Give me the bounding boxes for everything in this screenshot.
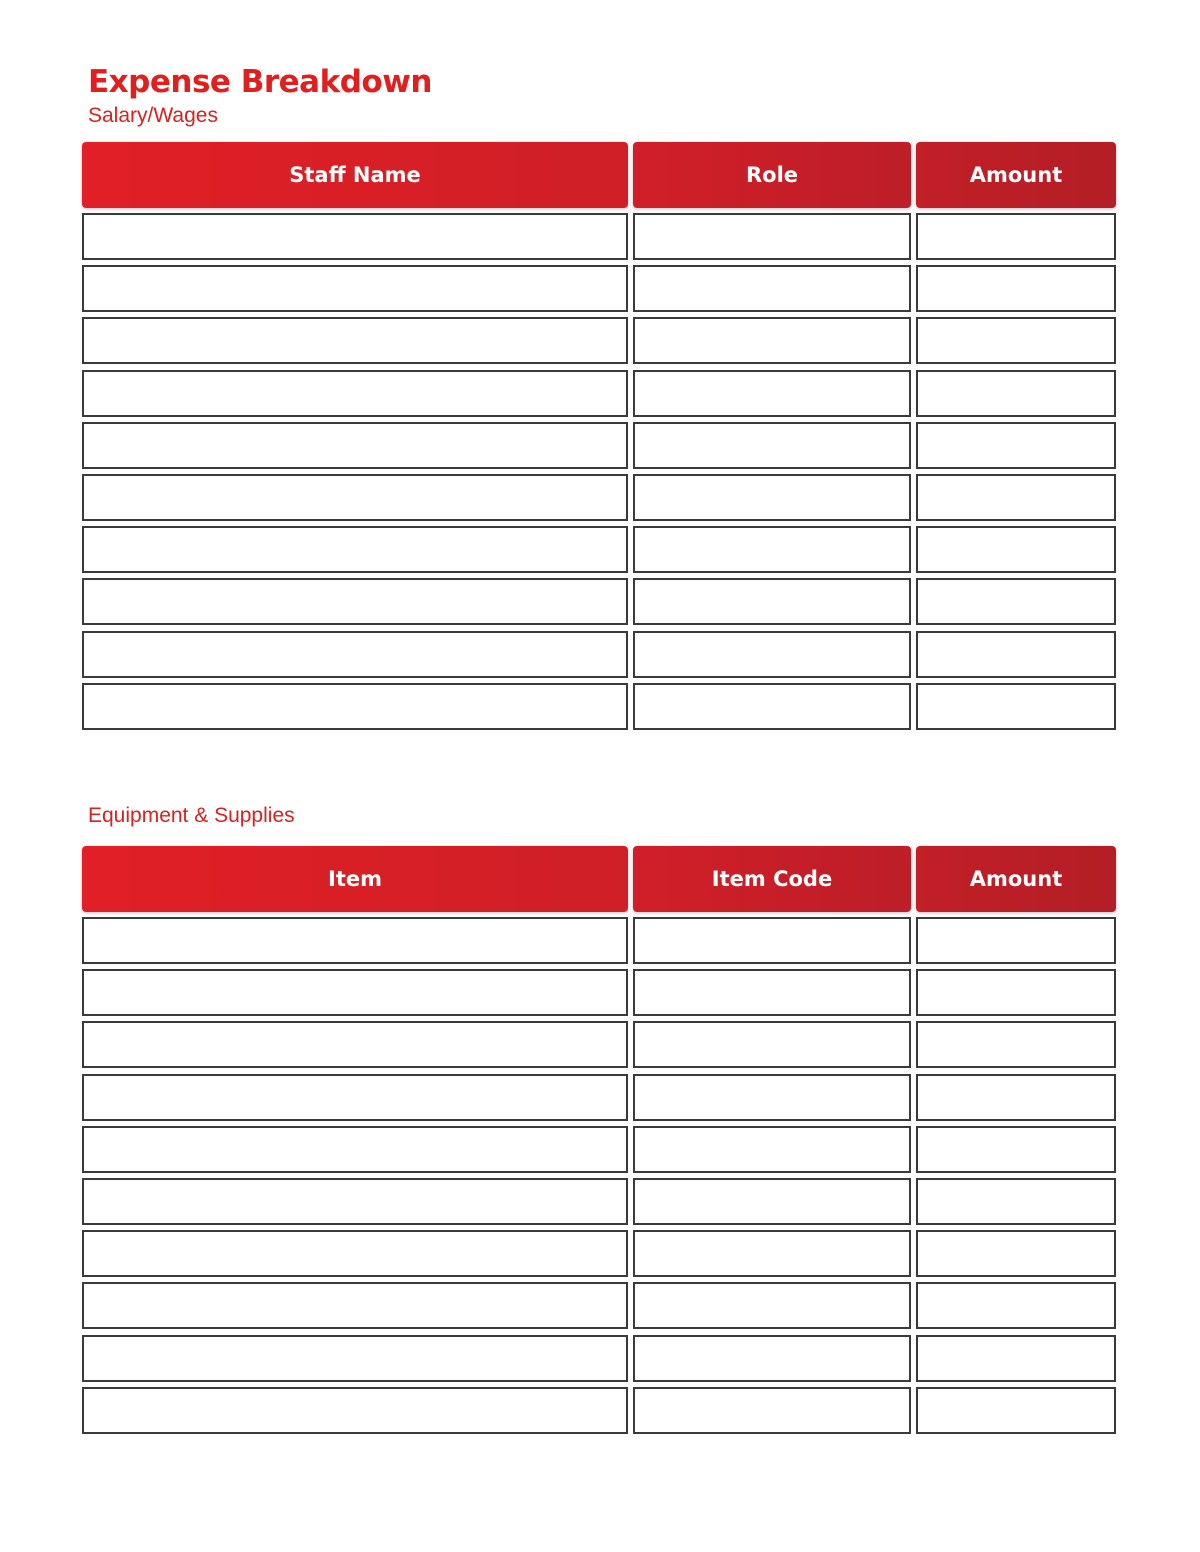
item-code-cell[interactable] xyxy=(633,969,911,1016)
item-cell[interactable] xyxy=(82,1074,628,1121)
staff-name-cell[interactable] xyxy=(82,683,628,730)
item-code-cell[interactable] xyxy=(633,1074,911,1121)
amount-cell[interactable] xyxy=(916,631,1116,678)
item-cell[interactable] xyxy=(82,1178,628,1225)
role-cell[interactable] xyxy=(633,474,911,521)
role-cell[interactable] xyxy=(633,370,911,417)
column-header-item: Item xyxy=(82,846,628,912)
staff-name-cell[interactable] xyxy=(82,265,628,312)
column-header-role: Role xyxy=(633,142,911,208)
column-header-amount: Amount xyxy=(916,846,1116,912)
item-cell[interactable] xyxy=(82,1126,628,1173)
item-code-cell[interactable] xyxy=(633,1230,911,1277)
amount-cell[interactable] xyxy=(916,1178,1116,1225)
role-cell[interactable] xyxy=(633,317,911,364)
amount-cell[interactable] xyxy=(916,265,1116,312)
amount-cell[interactable] xyxy=(916,474,1116,521)
amount-cell[interactable] xyxy=(916,1335,1116,1382)
item-cell[interactable] xyxy=(82,1335,628,1382)
role-cell[interactable] xyxy=(633,683,911,730)
item-code-cell[interactable] xyxy=(633,1126,911,1173)
amount-cell[interactable] xyxy=(916,917,1116,964)
amount-cell[interactable] xyxy=(916,317,1116,364)
item-code-cell[interactable] xyxy=(633,1021,911,1068)
staff-name-cell[interactable] xyxy=(82,526,628,573)
role-cell[interactable] xyxy=(633,526,911,573)
amount-cell[interactable] xyxy=(916,578,1116,625)
amount-cell[interactable] xyxy=(916,683,1116,730)
item-cell[interactable] xyxy=(82,1282,628,1329)
column-header-staff-name: Staff Name xyxy=(82,142,628,208)
amount-cell[interactable] xyxy=(916,1230,1116,1277)
amount-cell[interactable] xyxy=(916,1387,1116,1434)
role-cell[interactable] xyxy=(633,265,911,312)
equipment-section-label: Equipment & Supplies xyxy=(88,804,295,827)
amount-cell[interactable] xyxy=(916,1021,1116,1068)
item-code-cell[interactable] xyxy=(633,1178,911,1225)
staff-name-cell[interactable] xyxy=(82,317,628,364)
item-code-cell[interactable] xyxy=(633,1282,911,1329)
item-cell[interactable] xyxy=(82,1230,628,1277)
item-code-cell[interactable] xyxy=(633,1387,911,1434)
amount-cell[interactable] xyxy=(916,1282,1116,1329)
staff-name-cell[interactable] xyxy=(82,370,628,417)
staff-name-cell[interactable] xyxy=(82,578,628,625)
role-cell[interactable] xyxy=(633,213,911,260)
amount-cell[interactable] xyxy=(916,969,1116,1016)
staff-name-cell[interactable] xyxy=(82,422,628,469)
amount-cell[interactable] xyxy=(916,1074,1116,1121)
page-title: Expense Breakdown xyxy=(88,64,432,100)
amount-cell[interactable] xyxy=(916,526,1116,573)
staff-name-cell[interactable] xyxy=(82,631,628,678)
item-code-cell[interactable] xyxy=(633,1335,911,1382)
role-cell[interactable] xyxy=(633,422,911,469)
salary-section-label: Salary/Wages xyxy=(88,104,218,127)
item-code-cell[interactable] xyxy=(633,917,911,964)
amount-cell[interactable] xyxy=(916,370,1116,417)
amount-cell[interactable] xyxy=(916,1126,1116,1173)
column-header-amount: Amount xyxy=(916,142,1116,208)
item-cell[interactable] xyxy=(82,969,628,1016)
role-cell[interactable] xyxy=(633,578,911,625)
amount-cell[interactable] xyxy=(916,213,1116,260)
staff-name-cell[interactable] xyxy=(82,474,628,521)
item-cell[interactable] xyxy=(82,1021,628,1068)
amount-cell[interactable] xyxy=(916,422,1116,469)
item-cell[interactable] xyxy=(82,917,628,964)
item-cell[interactable] xyxy=(82,1387,628,1434)
role-cell[interactable] xyxy=(633,631,911,678)
staff-name-cell[interactable] xyxy=(82,213,628,260)
column-header-item-code: Item Code xyxy=(633,846,911,912)
